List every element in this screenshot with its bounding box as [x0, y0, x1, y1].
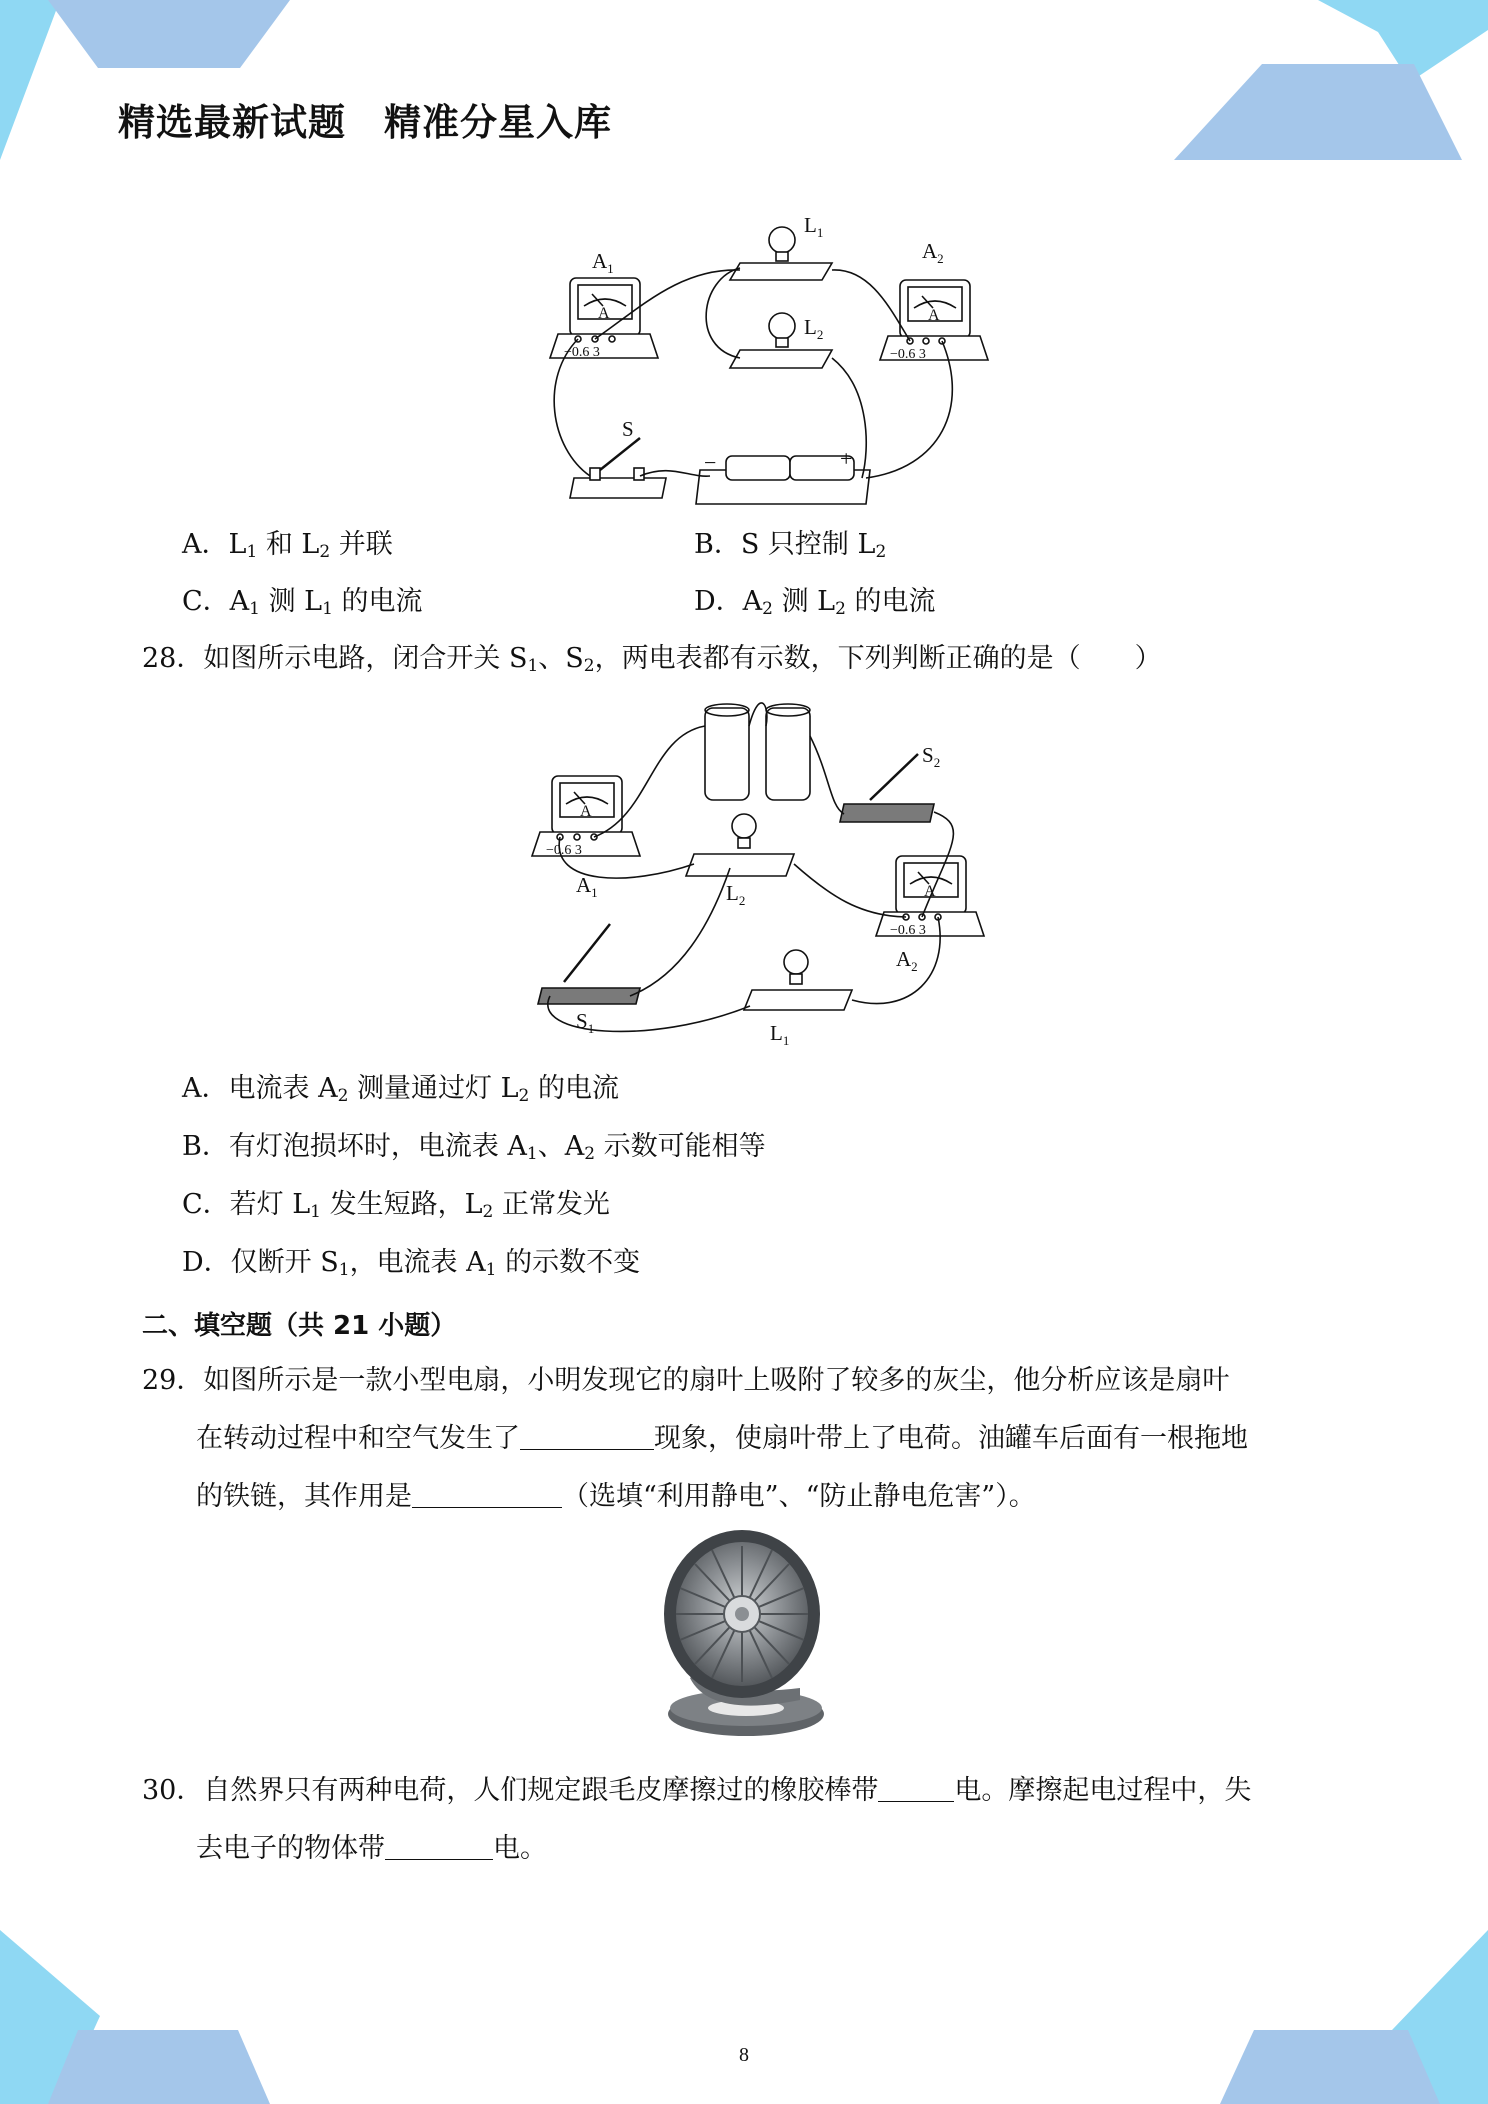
fig27-meter-a2-symbol: A — [928, 307, 940, 324]
corner-decoration-bottom-right — [1160, 1930, 1488, 2104]
corner-decoration-top-right — [1160, 0, 1488, 170]
fig28-meter-a1-symbol: A — [580, 803, 592, 820]
circuit-figure-q27 — [540, 208, 990, 508]
fig28-label-a2: $A_2$ — [896, 947, 918, 974]
fig27-label-s: S — [622, 417, 634, 441]
q28-option-c: C．若灯 $L_1$ 发生短路，$L_2$ 正常发光 — [182, 1189, 610, 1222]
fig27-battery-minus: − — [704, 450, 717, 475]
q27-option-d: D．$A_2$ 测 $L_2$ 的电流 — [694, 586, 936, 619]
fig28-label-s1: $S_1$ — [576, 1009, 595, 1036]
q30-line-2: 去电子的物体带 电。 — [196, 1833, 547, 1864]
page-header-title: 精选最新试题 精准分星入库 — [118, 101, 612, 144]
q28-option-a: A．电流表 $A_2$ 测量通过灯 $L_2$ 的电流 — [182, 1073, 619, 1106]
q28-option-d: D．仅断开 $S_1$，电流表 $A_1$ 的示数不变 — [182, 1247, 641, 1280]
q29-blank-2[interactable] — [412, 1481, 562, 1508]
fig27-battery-plus: + — [840, 446, 853, 471]
fig28-label-l2: $L_2$ — [726, 881, 746, 908]
fig28-label-l1: $L_1$ — [770, 1021, 790, 1048]
fig28-meter-a1-scale: −0.6 3 — [546, 843, 582, 858]
corner-decoration-bottom-left — [0, 1930, 320, 2104]
q28-stem: 28．如图所示电路，闭合开关 $S_1$、$S_2$，两电表都有示数，下列判断正确的是（ ） — [142, 643, 1162, 676]
fig28-meter-a2-scale: −0.6 3 — [890, 923, 926, 938]
fig27-meter-a2-scale: −0.6 3 — [890, 347, 926, 362]
q30-blank-1[interactable] — [878, 1775, 954, 1802]
q29-blank-1[interactable] — [520, 1423, 654, 1450]
q27-option-a: A．$L_1$ 和 $L_2$ 并联 — [182, 529, 393, 562]
q27-option-b: B．S 只控制 $L_2$ — [694, 529, 887, 562]
fig27-label-a2: $A_2$ — [922, 239, 944, 266]
q27-option-c: C．$A_1$ 测 $L_1$ 的电流 — [182, 586, 423, 619]
q28-option-b: B．有灯泡损坏时，电流表 $A_1$、$A_2$ 示数可能相等 — [182, 1131, 766, 1164]
fig28-label-a1: $A_1$ — [576, 873, 598, 900]
q29-line-1: 29．如图所示是一款小型电扇，小明发现它的扇叶上吸附了较多的灰尘，他分析应该是扇叶 — [142, 1365, 1230, 1396]
q29-line-3: 的铁链，其作用是 （选填“利用静电”、“防止静电危害”）。 — [196, 1481, 1036, 1512]
q30-line-1: 30．自然界只有两种电荷，人们规定跟毛皮摩擦过的橡胶棒带 电。摩擦起电过程中，失 — [142, 1775, 1252, 1806]
fig28-label-s2: $S_2$ — [922, 743, 941, 770]
fig27-meter-a1-scale: −0.6 3 — [564, 345, 600, 360]
fig27-label-l1: $L_1$ — [804, 213, 824, 240]
q29-line-2: 在转动过程中和空气发生了 现象，使扇叶带上了电荷。油罐车后面有一根拖地 — [196, 1423, 1248, 1454]
fig27-label-l2: $L_2$ — [804, 315, 824, 342]
fig27-label-a1: $A_1$ — [592, 249, 614, 276]
fig28-meter-a2-symbol: A — [924, 883, 936, 900]
page-number: 8 — [739, 2044, 749, 2066]
fig27-meter-a1-symbol: A — [598, 305, 610, 322]
section-title-fill-in: 二、填空题（共 21 小题） — [142, 1311, 457, 1341]
circuit-figure-q28 — [530, 696, 1000, 1056]
q30-blank-2[interactable] — [385, 1833, 493, 1860]
desk-fan-image — [650, 1528, 840, 1744]
